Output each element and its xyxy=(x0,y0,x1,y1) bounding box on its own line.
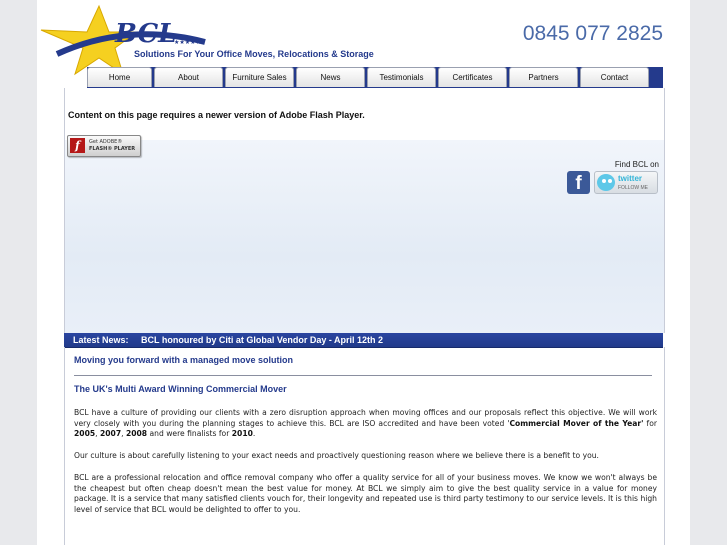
divider xyxy=(74,375,652,376)
content-heading: Moving you forward with a managed move solution xyxy=(74,355,294,365)
paragraph-service: BCL are a professional relocation and office removal company who offer a quality service for all of your business moves. We know we won't always be the cheapest but often cheap doesn't mean the best value for money. At BCL we simply aim to give the best quality service in a value for money package. It is a service that many satisfied clients vouch for, their longevity and repeated use is third party testimony to our service levels. It is this high level of service that BCL would be delighted to offer to you. xyxy=(74,473,657,514)
nav-about[interactable]: About xyxy=(154,67,223,87)
flash-icon: f xyxy=(70,138,85,153)
latest-news-bar xyxy=(64,333,663,348)
nav-certificates[interactable]: Certificates xyxy=(438,67,507,87)
get-flash-player-button[interactable] xyxy=(67,135,141,157)
latest-news-label: Latest News: xyxy=(73,335,129,345)
get-flash-line1: Get ADOBE® xyxy=(89,139,123,145)
paragraph-culture: Our culture is about carefully listening to your exact needs and proactively questioning reason where we believe there is a benefit to you. xyxy=(74,451,599,460)
facebook-icon[interactable]: f xyxy=(567,171,590,194)
main-nav xyxy=(87,67,663,88)
page xyxy=(37,0,690,545)
twitter-label: twitter xyxy=(618,174,642,183)
paragraph-intro: BCL have a culture of providing our clients with a zero disruption approach when moving offices and our proposals reflect this objective. We will work very closely with you during the planning stages to achieve this. BCL are ISO accredited and have been voted 'Commercial Mover of the Year' for 2005, 2007, 2008 and were finalists for 2010. xyxy=(74,408,658,438)
twitter-sub: FOLLOW ME xyxy=(618,185,649,191)
logo-text: BCL xyxy=(115,19,177,49)
get-flash-line2: FLASH® PLAYER xyxy=(89,146,136,152)
nav-furniture-sales[interactable]: Furniture Sales xyxy=(225,67,294,87)
content-subheading: The UK's Multi Award Winning Commercial Mover xyxy=(74,384,287,394)
phone-number[interactable]: 0845 077 2825 xyxy=(522,22,663,45)
hero-area xyxy=(64,140,665,333)
nav-contact[interactable]: Contact xyxy=(580,67,649,87)
latest-news-item[interactable]: BCL honoured by Citi at Global Vendor Day - April 12th 2 xyxy=(141,335,384,345)
svg-text:★★★★★: ★★★★★ xyxy=(174,39,201,46)
twitter-bird-icon xyxy=(597,174,615,191)
main-content xyxy=(64,347,665,545)
flash-message: Content on this page requires a newer version of Adobe Flash Player. xyxy=(68,110,365,120)
nav-partners[interactable]: Partners xyxy=(509,67,578,87)
nav-testimonials[interactable]: Testimonials xyxy=(367,67,436,87)
nav-news[interactable]: News xyxy=(296,67,365,87)
tagline: Solutions For Your Office Moves, Relocations & Storage xyxy=(134,49,374,59)
find-bcl-label: Find BCL on xyxy=(614,160,659,169)
nav-home[interactable]: Home xyxy=(87,67,152,87)
flash-placeholder xyxy=(64,88,665,140)
twitter-follow-button[interactable] xyxy=(594,171,658,194)
